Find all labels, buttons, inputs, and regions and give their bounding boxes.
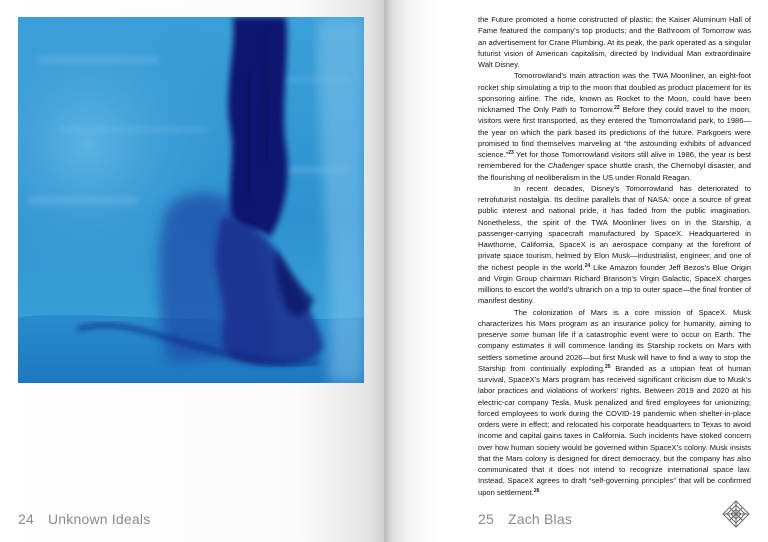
running-head: Unknown Ideals <box>47 511 151 527</box>
emphasis-text: some <box>510 330 530 339</box>
footnote-ref: 24 <box>584 262 591 269</box>
folio-right <box>478 511 572 527</box>
paragraph <box>478 14 751 70</box>
paragraph <box>478 307 751 498</box>
text-run: Before they could travel to the moon, visitors were first transported, as they entered the Tomorrowland park, to 1986—the year on which the park based its predictions of the future. Parkgoers were promised to find themselves marveling at “the astounding exhibits of advanced science.” <box>478 105 752 159</box>
text-run: Branded as a utopian feat of human survival, SpaceX’s Mars program has received significant criticism due to Musk’s labor practices and violations of workers’ rights. Between 2019 and 2020 at his electric-car company Tesla, Musk penalized and fired employees for unionizing; forced employees to work during the COVID-19 pandemic when shelter-in-place orders were in effect; and relocated his corporate headquarters to Texas to avoid income and capital gains taxes in California. Such incidents have stoked concern over how human society would be governed within SpaceX’s colony. Musk insists that the Mars colony is designed for direct democracy, but the company has also communicated that it does not intend to recognize international space law. Instead, SpaceX agrees to draft “self-governing principles” that will be confirmed upon settlement. <box>478 363 751 497</box>
text-run: space shuttle crash, the Chernobyl disaster, and the flourishing of neoliberalism in the US under Ronald Reagan. <box>478 161 751 182</box>
text-run: Like Amazon founder Jeff Bezos’s Blue Origin and Virgin Group chairman Richard Branson’s Virgin Galactic, SpaceX charges millions to escort the world’s ultrarich on a trip to outer space—the final frontier of manifest destiny. <box>478 262 751 306</box>
running-head: Zach Blas <box>507 511 573 527</box>
diamond-knot-logo-icon <box>722 500 750 528</box>
page-number: 24 <box>18 511 34 527</box>
footnote-ref: 26 <box>533 487 540 494</box>
footnote-ref: 23 <box>508 150 514 156</box>
folio-left <box>18 511 150 527</box>
text-run: The colonization of Mars is a core mission of SpaceX. Musk characterizes his Mars program as an insurance policy for humanity, aiming to preserve <box>478 307 751 339</box>
paragraph <box>478 183 751 307</box>
text-run: In recent decades, Disney’s Tomorrowland has deteriorated to retrofuturist nostalgia. Its decline parallels that of NASA: once a source of great public interest and national pride, it has faded from the public imagination. Nonetheless, the spirit of the TWA Moonliner lives on in the Starship, a passenger-carrying spacecraft manufactured by SpaceX. Headquartered in Hawthorne, California, SpaceX is an aerospace company at the forefront of private space tourism, helmed by Elon Musk—industrialist, engineer, and one of the richest people in the world. <box>478 183 751 272</box>
text-run: the Future promoted a home constructed of plastic; the Kaiser Aluminum Hall of Fame featured the company’s top products; and the Bathroom of Tomorrow was an advertisement for Crane Plumbing. At its peak, the park operated as a singular futurist vision of American capitalism, directed by Individual Man extraordinaire Walt Disney. <box>478 15 751 69</box>
artwork-image <box>18 17 364 383</box>
footnote-ref: 25 <box>605 363 611 370</box>
body-text <box>478 14 751 498</box>
paragraph <box>478 70 751 183</box>
text-run: Tomorrowland’s main attraction was the TWA Moonliner, an eight-foot rocket ship simulating a trip to the moon that doubled as product placement for its sponsoring airline. The ride, known as Rocket to the Moon, could have been nicknamed The Only Path to Tomorrow. <box>478 71 751 114</box>
text-run: human life if a catastrophic event were to occur on Earth. The company estimates it will commence landing its Starship rockets on Mars with settlers sometime around 2026—but first Musk will have to find a way to stop the Starship from continually exploding. <box>478 330 751 373</box>
footnote-ref: 22 <box>614 105 620 111</box>
page-number: 25 <box>478 511 494 527</box>
emphasis-text: Challenger <box>547 161 585 171</box>
text-run: Yet for those Tomorrowland visitors still alive in 1986, the year is best remembered for the <box>478 150 751 171</box>
